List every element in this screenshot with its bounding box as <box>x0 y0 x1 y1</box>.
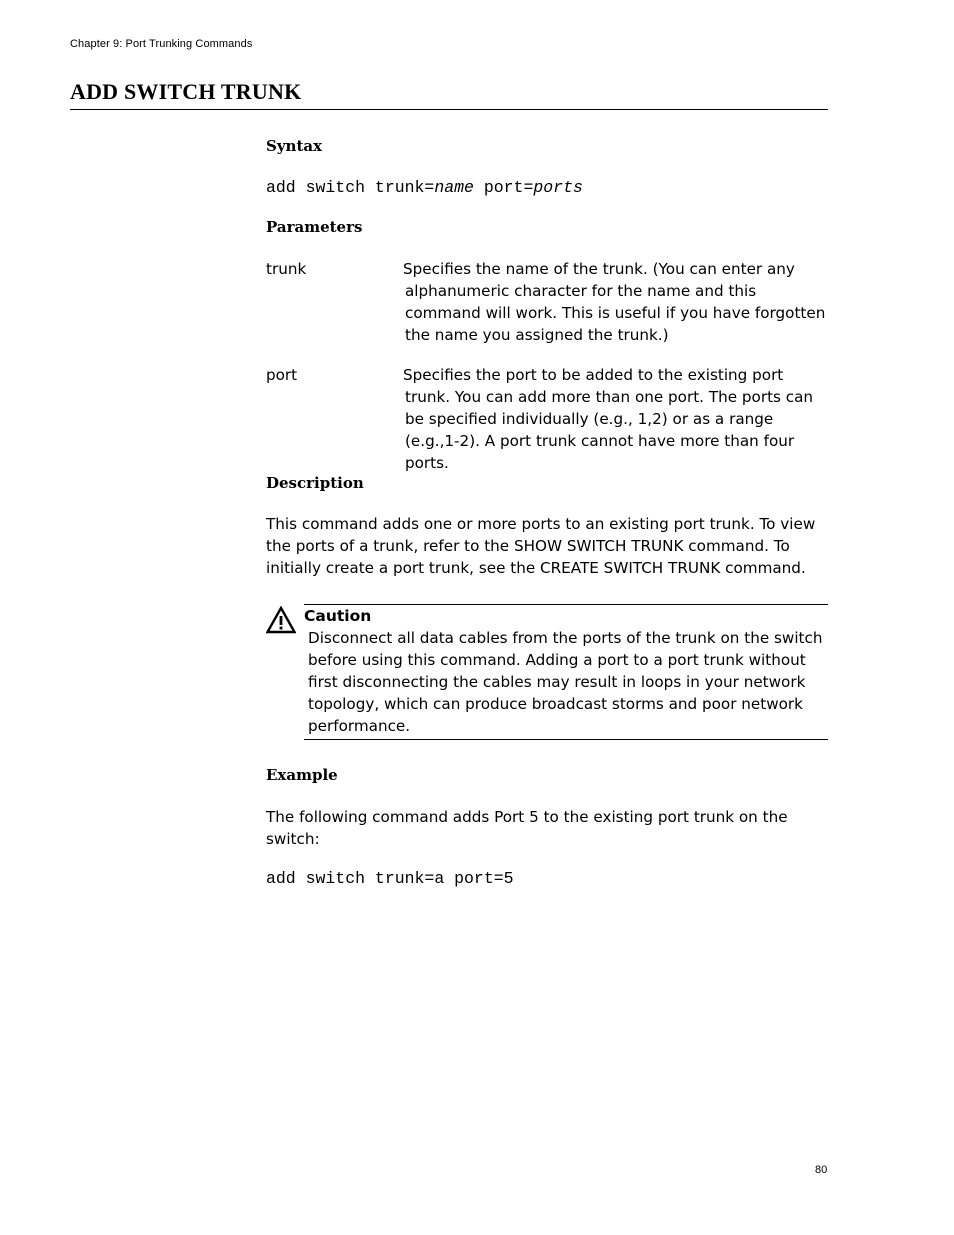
caution-bottom-rule <box>304 739 828 740</box>
syntax-command-mid: port= <box>473 178 534 197</box>
description-text: This command adds one or more ports to an existing port trunk. To view the ports of a trunk, refer to the SHOW SWITCH TRUNK command. To initially create a port trunk, see the CREATE SWITCH TRUNK command. <box>266 515 816 577</box>
caution-title: Caution <box>304 607 372 625</box>
param-name-trunk: trunk <box>266 260 307 278</box>
param-name-port: port <box>266 366 298 384</box>
param-desc-port <box>403 364 828 474</box>
example-heading: Example <box>266 766 338 784</box>
syntax-heading: Syntax <box>266 137 323 155</box>
example-command: add switch trunk=a port=5 <box>266 869 514 888</box>
param-desc-trunk-line1: Specifies the name of the trunk. (You can enter any <box>403 260 795 278</box>
caution-text: Disconnect all data cables from the ports of the trunk on the switch before using this command. Adding a port to a port trunk without first disconnecting the cables may result in loops in your network topology, which can produce broadcast storms and poor network performance. <box>308 629 823 735</box>
parameters-heading: Parameters <box>266 218 363 236</box>
param-desc-port-line1: Specifies the port to be added to the existing port <box>403 366 784 384</box>
caution-top-rule <box>304 604 828 605</box>
param-desc-trunk-rest: alphanumeric character for the name and this command will work. This is useful if you have forgotten the name you assigned the trunk.) <box>405 282 826 344</box>
running-head: Chapter 9: Port Trunking Commands <box>70 38 253 50</box>
title-rule <box>70 109 828 110</box>
warning-triangle-icon <box>266 606 296 634</box>
syntax-command <box>266 178 583 197</box>
syntax-command-prefix: add switch trunk= <box>266 178 435 197</box>
param-desc-port-rest: trunk. You can add more than one port. The ports can be specified individually (e.g., 1,2) or as a range (e.g.,1-2). A port trunk cannot have more than four ports. <box>405 388 814 472</box>
section-title: ADD SWITCH TRUNK <box>70 79 302 104</box>
page-number: 80 <box>815 1164 828 1176</box>
param-desc-trunk <box>403 258 828 346</box>
description-heading: Description <box>266 474 364 492</box>
syntax-ports-variable: ports <box>533 178 583 197</box>
syntax-name-variable: name <box>434 178 474 197</box>
example-text: The following command adds Port 5 to the existing port trunk on the switch: <box>266 808 788 848</box>
